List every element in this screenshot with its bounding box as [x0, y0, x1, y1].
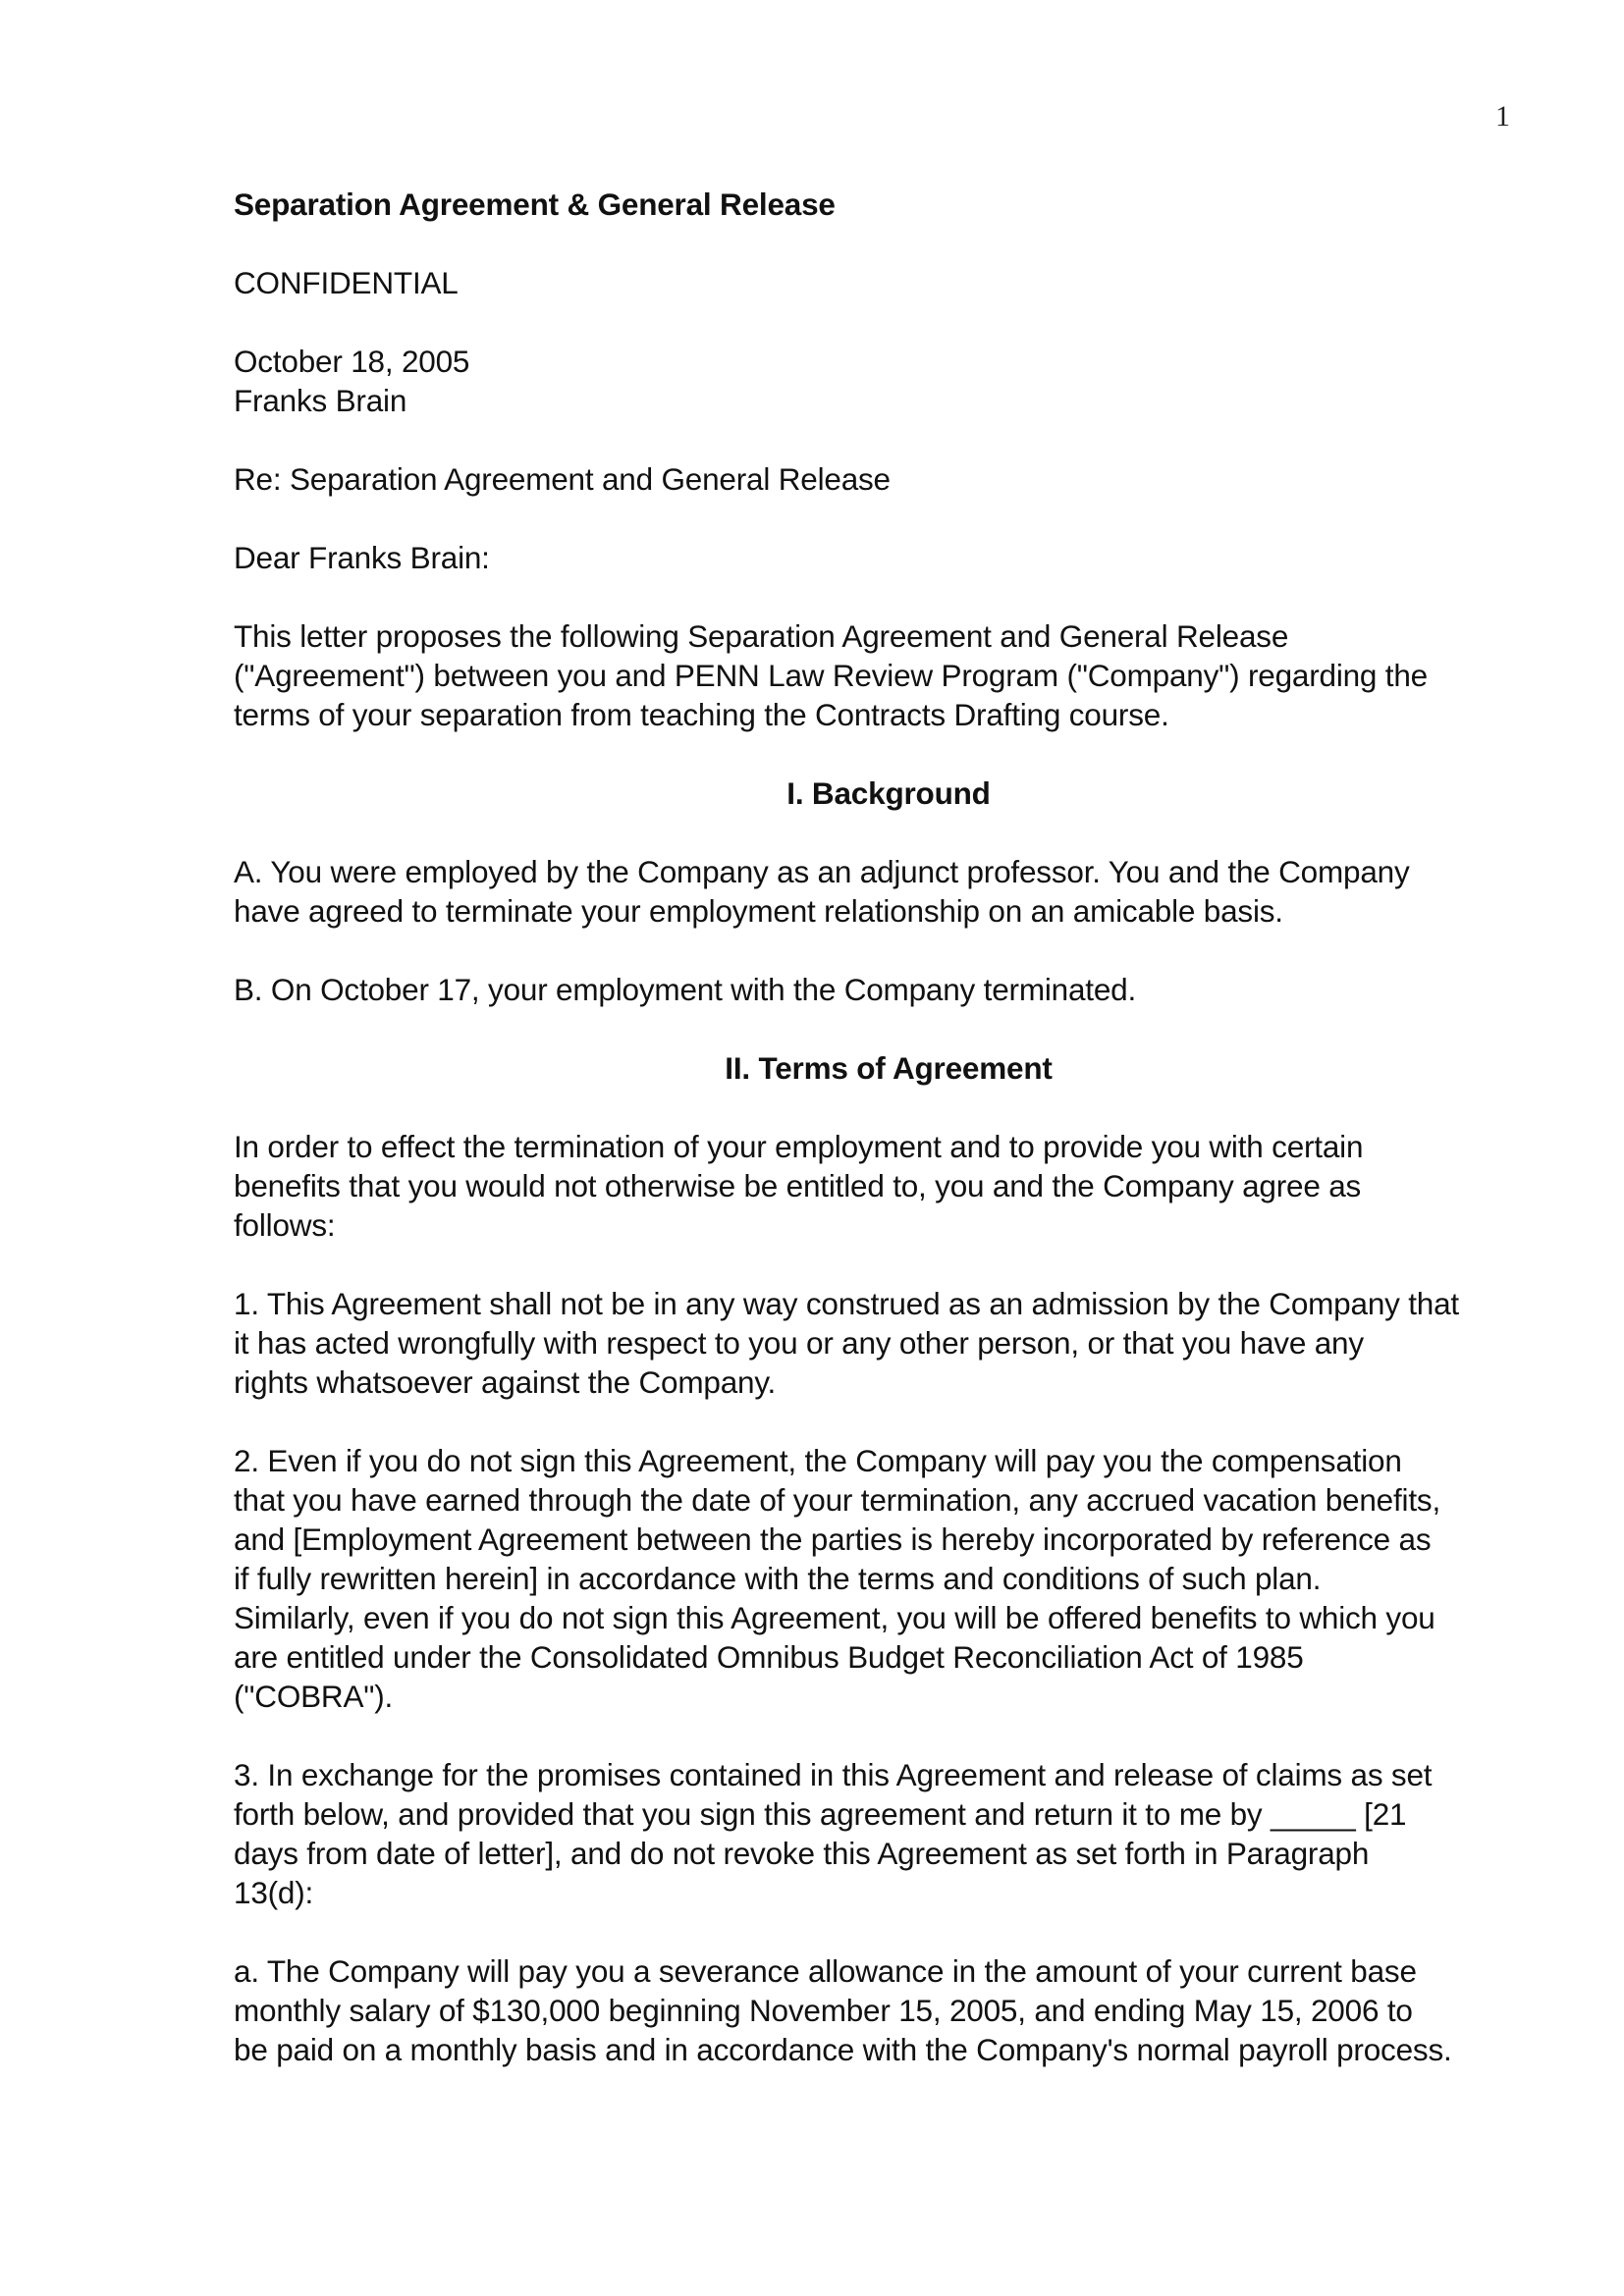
- text-line: 1. This Agreement shall not be in any way construed as an admission by the Company that: [234, 1286, 1459, 1321]
- term-item-2: [234, 1441, 1520, 1716]
- text-line: that you have earned through the date of your termination, any accrued vacation benefits,: [234, 1482, 1441, 1518]
- background-paragraph-a: [234, 852, 1520, 931]
- text-line: if fully rewritten herein] in accordance with the terms and conditions of such plan.: [234, 1561, 1322, 1596]
- text-line: Similarly, even if you do not sign this Agreement, you will be offered benefits to which you: [234, 1600, 1435, 1635]
- text-line: B. On October 17, your employment with the Company terminated.: [234, 972, 1137, 1007]
- text-line: days from date of letter], and do not revoke this Agreement as set forth in Paragraph: [234, 1836, 1370, 1871]
- text-line: 3. In exchange for the promises contained in this Agreement and release of claims as set: [234, 1757, 1433, 1792]
- text-line: 13(d):: [234, 1875, 314, 1910]
- terms-intro-paragraph: [234, 1127, 1520, 1245]
- text-line: A. You were employed by the Company as an adjunct professor. You and the Company: [234, 854, 1410, 889]
- text-line: terms of your separation from teaching the Contracts Drafting course.: [234, 697, 1169, 732]
- text-line: ("COBRA").: [234, 1679, 394, 1714]
- document-title: Separation Agreement & General Release: [234, 187, 836, 222]
- text-line: ("Agreement") between you and PENN Law Review Program ("Company") regarding the: [234, 658, 1428, 693]
- text-line: are entitled under the Consolidated Omnibus Budget Reconciliation Act of 1985: [234, 1639, 1304, 1675]
- background-paragraph-b: [234, 970, 1520, 1009]
- letter-header: [234, 342, 1520, 420]
- term-item-3a: [234, 1951, 1520, 2069]
- confidential-label: CONFIDENTIAL: [234, 265, 459, 300]
- text-line: monthly salary of $130,000 beginning November 15, 2005, and ending May 15, 2006 to: [234, 1993, 1413, 2028]
- recipient-name: Franks Brain: [234, 383, 407, 418]
- section-heading-terms: II. Terms of Agreement: [725, 1050, 1053, 1086]
- text-line: and [Employment Agreement between the parties is hereby incorporated by reference as: [234, 1522, 1432, 1557]
- text-line: This letter proposes the following Separation Agreement and General Release: [234, 618, 1289, 654]
- re-line: Re: Separation Agreement and General Release: [234, 461, 891, 497]
- page-number: 1: [1495, 100, 1510, 133]
- intro-paragraph: [234, 616, 1520, 734]
- salutation: Dear Franks Brain:: [234, 540, 490, 575]
- text-line: a. The Company will pay you a severance allowance in the amount of your current base: [234, 1953, 1417, 1989]
- text-line: forth below, and provided that you sign this agreement and return it to me by _____ [21: [234, 1796, 1407, 1832]
- text-line: be paid on a monthly basis and in accordance with the Company's normal payroll process.: [234, 2032, 1452, 2067]
- text-line: In order to effect the termination of your employment and to provide you with certain: [234, 1129, 1364, 1164]
- letter-date: October 18, 2005: [234, 344, 470, 379]
- term-item-3: [234, 1755, 1520, 1912]
- term-item-1: [234, 1284, 1520, 1402]
- text-line: rights whatsoever against the Company.: [234, 1364, 777, 1400]
- text-line: follows:: [234, 1207, 336, 1243]
- text-line: have agreed to terminate your employment relationship on an amicable basis.: [234, 893, 1283, 929]
- document-body: [234, 185, 1520, 2109]
- text-line: 2. Even if you do not sign this Agreement, the Company will pay you the compensation: [234, 1443, 1402, 1478]
- text-line: benefits that you would not otherwise be entitled to, you and the Company agree as: [234, 1168, 1362, 1203]
- text-line: it has acted wrongfully with respect to you or any other person, or that you have any: [234, 1325, 1364, 1361]
- section-heading-background: I. Background: [786, 775, 991, 811]
